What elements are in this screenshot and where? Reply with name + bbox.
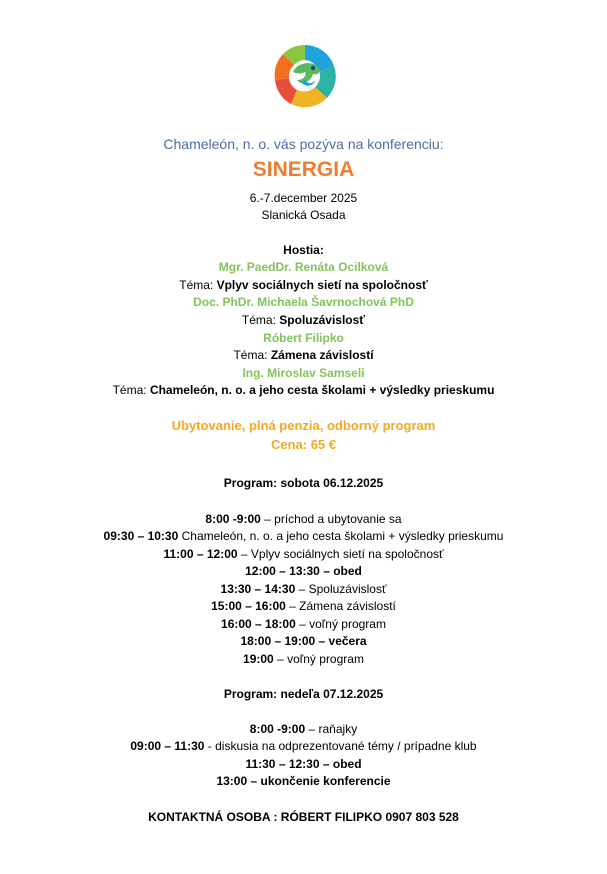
guest-topic: Téma: Chameleón, n. o. a jeho cesta školami + výsledky prieskumu bbox=[112, 383, 495, 397]
chameleon-logo-icon bbox=[271, 42, 339, 110]
schedule-item: 11:30 – 12:30 – obed bbox=[245, 757, 362, 771]
guest-name: Róbert Filipko bbox=[263, 331, 344, 345]
day2-heading: Program: nedeľa 07.12.2025 bbox=[223, 687, 384, 701]
schedule-item: 12:00 – 13:30 – obed bbox=[245, 564, 362, 578]
guest-name: Mgr. PaedDr. Renáta Ocilková bbox=[218, 260, 389, 274]
contact-text: KONTAKTNÁ OSOBA : RÓBERT FILIPKO 0907 803 528 bbox=[148, 810, 459, 824]
schedule-item: 13:00 – ukončenie konferencie bbox=[216, 774, 391, 788]
guest-topic: Téma: Zámena závislostí bbox=[233, 348, 374, 362]
offer-text: Ubytovanie, plná penzia, odborný program bbox=[171, 418, 436, 433]
event-place: Slanická Osada bbox=[261, 208, 346, 222]
schedule-item: 8:00 -9:00 – raňajky bbox=[249, 722, 358, 736]
schedule-item: 13:30 – 14:30 – Spoluzávislosť bbox=[220, 582, 387, 596]
event-date: 6.-7.december 2025 bbox=[249, 191, 358, 205]
schedule-item: 19:00 – voľný program bbox=[243, 652, 364, 666]
price-text: Cena: 65 € bbox=[270, 437, 337, 452]
schedule-item: 18:00 – 19:00 – večera bbox=[240, 634, 367, 648]
schedule-item: 8:00 -9:00 – príchod a ubytovanie sa bbox=[205, 512, 402, 526]
event-title: SINERGIA bbox=[252, 158, 355, 181]
schedule-item: 15:00 – 16:00 – Zámena závislostí bbox=[211, 599, 396, 613]
schedule-item: 09:00 – 11:30 - diskusia na odprezentované témy / prípadne klub bbox=[130, 739, 477, 753]
guests-heading: Hostia: bbox=[283, 243, 324, 257]
schedule-item: 16:00 – 18:00 – voľný program bbox=[221, 617, 386, 631]
guest-name: Doc. PhDr. Michaela Šavrnochová PhD bbox=[193, 295, 414, 309]
guest-name: Ing. Miroslav Samseli bbox=[242, 366, 365, 380]
invite-text: Chameleón, n. o. vás pozýva na konferenciu: bbox=[163, 136, 444, 152]
guest-topic: Téma: Spoluzávislosť bbox=[241, 313, 366, 327]
schedule-item: 09:30 – 10:30 Chameleón, n. o. a jeho cesta školami + výsledky prieskumu bbox=[103, 529, 504, 543]
guest-topic: Téma: Vplyv sociálnych sietí na spoločnosť bbox=[179, 278, 428, 292]
schedule-item: 11:00 – 12:00 – Vplyv sociálnych sietí na spoločnosť bbox=[163, 547, 444, 561]
day1-heading: Program: sobota 06.12.2025 bbox=[223, 476, 384, 490]
